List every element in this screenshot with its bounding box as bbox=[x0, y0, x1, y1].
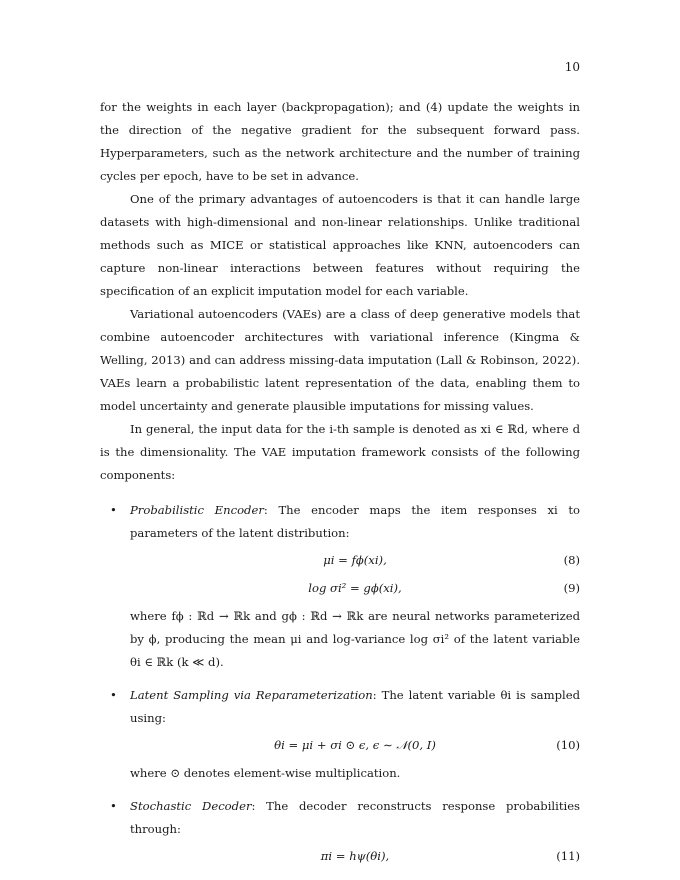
sampling-explanation: where ⊙ denotes element-wise multiplication. bbox=[130, 766, 401, 780]
equation-10-body: θi = μi + σi ⊙ ϵ, ϵ ∼ 𝒩(0, I) bbox=[274, 738, 436, 752]
list-item-encoder bbox=[100, 499, 580, 674]
equation-10 bbox=[130, 734, 580, 758]
component-list bbox=[100, 499, 580, 869]
term-sampling: Latent Sampling via Reparameterization bbox=[130, 688, 373, 702]
body-text bbox=[100, 96, 580, 879]
bullet-icon: • bbox=[110, 799, 117, 813]
equation-11-body: πi = hψ(θi), bbox=[320, 849, 390, 863]
paragraph-3: Variational autoencoders (VAEs) are a class of deep generative models that combine autoencoder architectures with variational inference (Kingma & Welling, 2013) and can address missing-data imputation (Lall & Robinson, 2022). VAEs learn a probabilistic latent representation of the data, enabling them to model uncertainty and generate plausible imputations for missing values. bbox=[100, 307, 580, 413]
paragraph-2: One of the primary advantages of autoencoders is that it can handle large datasets with high-dimensional and non-linear relationships. Unlike traditional methods such as MICE or statistical approaches like KNN, autoencoders can capture non-linear interactions between features without requiring the specification of an explicit imputation model for each variable. bbox=[100, 192, 580, 298]
equation-9-number: (9) bbox=[563, 581, 580, 595]
sampling-intro: : The latent variable θi is sampled using: bbox=[130, 688, 580, 725]
encoder-explanation: where fϕ : ℝd → ℝk and gϕ : ℝd → ℝk are neural networks parameterized by ϕ, producing the mean μi and log-variance log σi² of the latent variable θi ∈ ℝk (k ≪ d). bbox=[130, 609, 580, 669]
equation-8-body: μi = fϕ(xi), bbox=[323, 553, 387, 567]
bullet-icon: • bbox=[110, 503, 117, 517]
equation-11 bbox=[130, 845, 580, 869]
encoder-intro: : The encoder maps the item responses xi to parameters of the latent distribution: bbox=[130, 503, 580, 540]
bullet-icon: • bbox=[110, 688, 117, 702]
term-decoder: Stochastic Decoder bbox=[130, 799, 252, 813]
equation-11-number: (11) bbox=[556, 849, 580, 863]
equation-10-number: (10) bbox=[556, 738, 580, 752]
decoder-intro: : The decoder reconstructs response probabilities through: bbox=[130, 799, 581, 836]
list-item-sampling bbox=[100, 684, 580, 785]
list-item-decoder bbox=[100, 795, 580, 869]
page-number: 10 bbox=[564, 60, 580, 74]
equation-9 bbox=[130, 577, 580, 601]
term-encoder: Probabilistic Encoder bbox=[130, 503, 264, 517]
equation-8-number: (8) bbox=[563, 553, 580, 567]
equation-9-body: log σi² = gϕ(xi), bbox=[308, 581, 402, 595]
paragraph-1: for the weights in each layer (backpropagation); and (4) update the weights in the direction of the negative gradient for the subsequent forward pass. Hyperparameters, such as the network architecture and the number of training cycles per epoch, have to be set in advance. bbox=[100, 100, 580, 183]
equation-8 bbox=[130, 549, 580, 573]
paragraph-4: In general, the input data for the i-th sample is denoted as xi ∈ ℝd, where d is the dimensionality. The VAE imputation framework consists of the following components: bbox=[100, 422, 580, 482]
